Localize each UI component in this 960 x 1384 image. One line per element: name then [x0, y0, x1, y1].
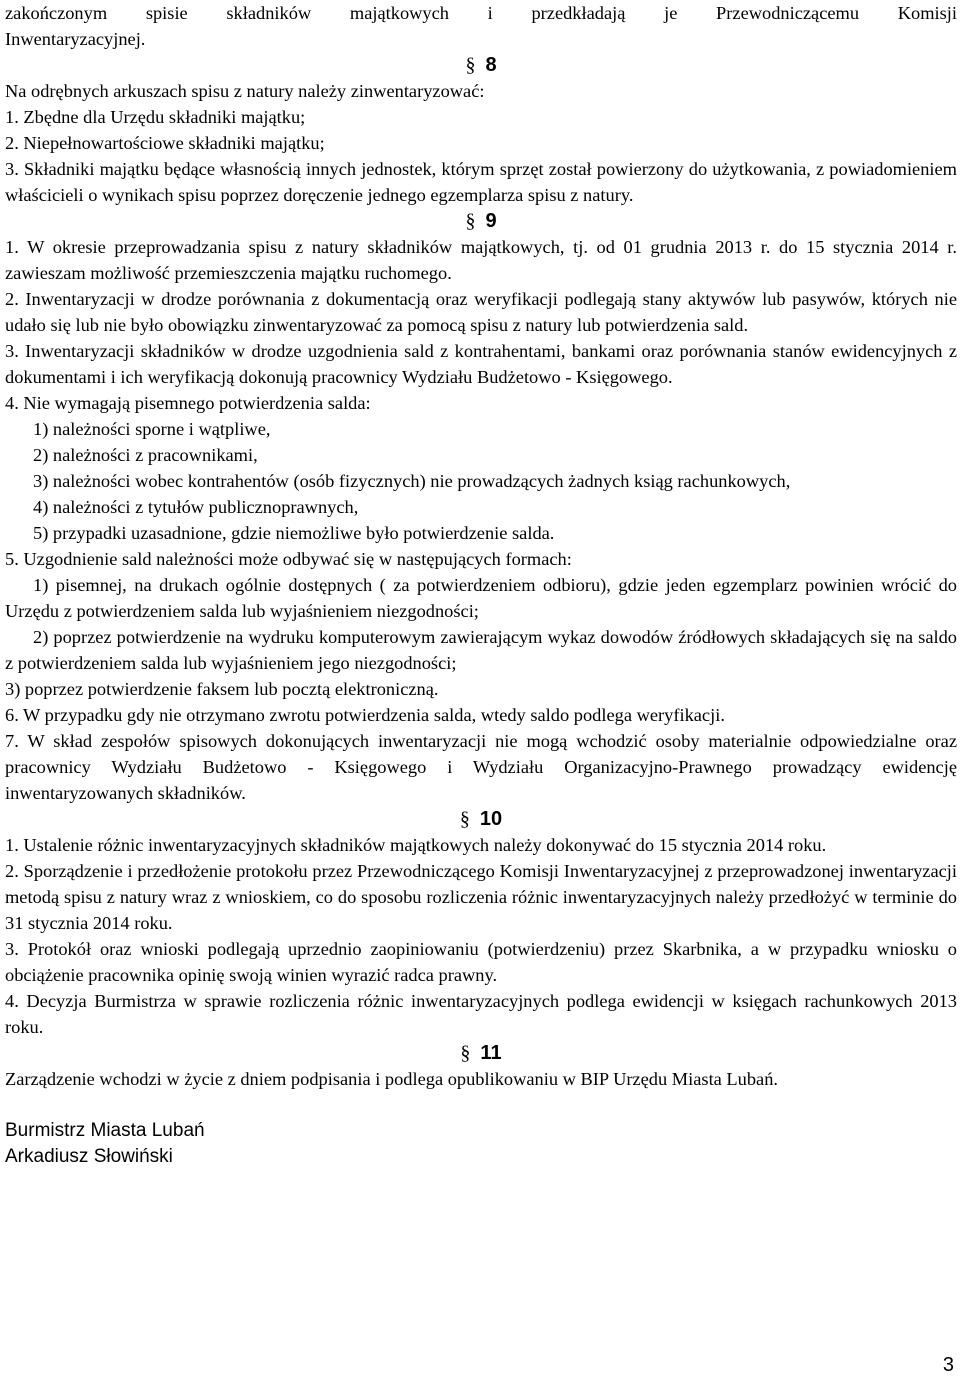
section-9-list-item: 4) należności z tytułów publicznoprawnych,	[33, 497, 359, 517]
section-9-heading	[5, 208, 957, 234]
section-10-paragraph-1: 1. Ustalenie różnic inwentaryzacyjnych składników majątkowych należy dokonywać do 15 stycznia 2014 roku.	[5, 835, 827, 855]
section-8-item-1: 1. Zbędne dla Urzędu składniki majątku;	[5, 107, 306, 127]
section-8-heading	[5, 52, 957, 78]
section-9-paragraph-3: 3. Inwentaryzacji składników w drodze uzgodnienia sald z kontrahentami, bankami oraz porównania stanów ewidencyjnych z dokumentami i ich weryfikacją dokonują pracownicy Wydziału Budżetowo - Księgowego.	[5, 341, 957, 387]
section-9-form-item-3: 3) poprzez potwierdzenie faksem lub pocztą elektroniczną.	[5, 679, 439, 699]
section-10-paragraph-3: 3. Protokół oraz wnioski podlegają uprzednio zaopiniowaniu (potwierdzeniu) przez Skarbnika, a w przypadku wniosku o obciążenie pracownika opinię swoją winien wyrazić radca prawny.	[5, 939, 957, 985]
section-9-form-item-1: 1) pisemnej, na drukach ogólnie dostępnych ( za potwierdzeniem odbioru), gdzie jeden egzemplarz powinien wrócić do Urzędu z potwierdzeniem salda lub wyjaśnieniem niezgodności;	[5, 575, 957, 621]
section-9-paragraph-6: 6. W przypadku gdy nie otrzymano zwrotu potwierdzenia salda, wtedy saldo podlega weryfikacji.	[5, 705, 725, 725]
section-10-paragraph-2: 2. Sporządzenie i przedłożenie protokołu przez Przewodniczącego Komisji Inwentaryzacyjnej z przeprowadzonej inwentaryzacji metodą spisu z natury wraz z wnioskiem, co do sposobu rozliczenia różnic inwentaryzacyjnych należy przedłożyć w terminie do 31 stycznia 2014 roku.	[5, 861, 957, 933]
section-symbol: §	[460, 1042, 471, 1064]
section-number: 11	[480, 1042, 502, 1064]
section-9-list-item: 2) należności z pracownikami,	[33, 445, 258, 465]
section-10-paragraph-4: 4. Decyzja Burmistrza w sprawie rozliczenia różnic inwentaryzacyjnych podlega ewidencji w księgach rachunkowych 2013 roku.	[5, 991, 957, 1037]
section-9-form-item-2: 2) poprzez potwierdzenie na wydruku komputerowym zawierającym wykaz dowodów źródłowych składających się na saldo z potwierdzeniem salda lub wyjaśnieniem jego niezgodności;	[5, 627, 957, 673]
section-number: 8	[485, 54, 497, 76]
section-9-list-item: 1) należności sporne i wątpliwe,	[33, 419, 271, 439]
section-9-list-item: 3) należności wobec kontrahentów (osób fizycznych) nie prowadzących żadnych ksiąg rachunkowych,	[33, 471, 791, 491]
section-11-paragraph-1: Zarządzenie wchodzi w życie z dniem podpisania i podlega opublikowaniu w BIP Urzędu Miasta Lubań.	[5, 1069, 779, 1089]
section-9-paragraph-1: 1. W okresie przeprowadzania spisu z natury składników majątkowych, tj. od 01 grudnia 2013 r. do 15 stycznia 2014 r. zawieszam możliwość przemieszczenia majątku ruchomego.	[5, 237, 957, 283]
section-number: 9	[485, 210, 497, 232]
section-9-paragraph-4-lead: 4. Nie wymagają pisemnego potwierdzenia salda:	[5, 393, 371, 413]
section-8-item-3: 3. Składniki majątku będące własnością innych jednostek, którym sprzęt został powierzony do użytkowania, z powiadomieniem właścicieli o wynikach spisu poprzez doręczenie jednego egzemplarza spisu z natury.	[5, 159, 957, 205]
section-symbol: §	[465, 54, 476, 76]
section-number: 10	[479, 808, 503, 830]
signature-spacer	[5, 1092, 957, 1118]
page-number: 3	[942, 1354, 954, 1376]
signature-name: Arkadiusz Słowiński	[5, 1146, 173, 1167]
section-9-list-item: 5) przypadki uzasadnione, gdzie niemożliwe było potwierdzenie salda.	[33, 523, 555, 543]
section-8-item-2: 2. Niepełnowartościowe składniki majątku;	[5, 133, 325, 153]
section-symbol: §	[459, 808, 470, 830]
signature-title: Burmistrz Miasta Lubań	[5, 1120, 205, 1141]
section-symbol: §	[465, 210, 476, 232]
intro-line-2: Inwentaryzacyjnej.	[5, 29, 146, 49]
intro-line-1: zakończonym spisie składników majątkowych i przedkładają je Przewodniczącemu Komisji	[5, 3, 957, 23]
document-page	[5, 0, 957, 1170]
section-9-paragraph-2: 2. Inwentaryzacji w drodze porównania z dokumentacją oraz weryfikacji podlegają stany aktywów lub pasywów, których nie udało się lub nie było obowiązku zinwentaryzować za pomocą spisu z natury lub potwierdzenia sald.	[5, 289, 957, 335]
section-9-paragraph-5-lead: 5. Uzgodnienie sald należności może odbywać się w następujących formach:	[5, 549, 572, 569]
section-8-lead: Na odrębnych arkuszach spisu z natury należy zinwentaryzować:	[5, 81, 485, 101]
section-9-paragraph-7: 7. W skład zespołów spisowych dokonujących inwentaryzacji nie mogą wchodzić osoby materialnie odpowiedzialne oraz pracownicy Wydziału Budżetowo - Księgowego i Wydziału Organizacyjno-Prawnego prowadzący ewidencję inwentaryzowanych składników.	[5, 731, 957, 803]
section-10-heading	[5, 806, 957, 832]
section-11-heading	[5, 1040, 957, 1066]
